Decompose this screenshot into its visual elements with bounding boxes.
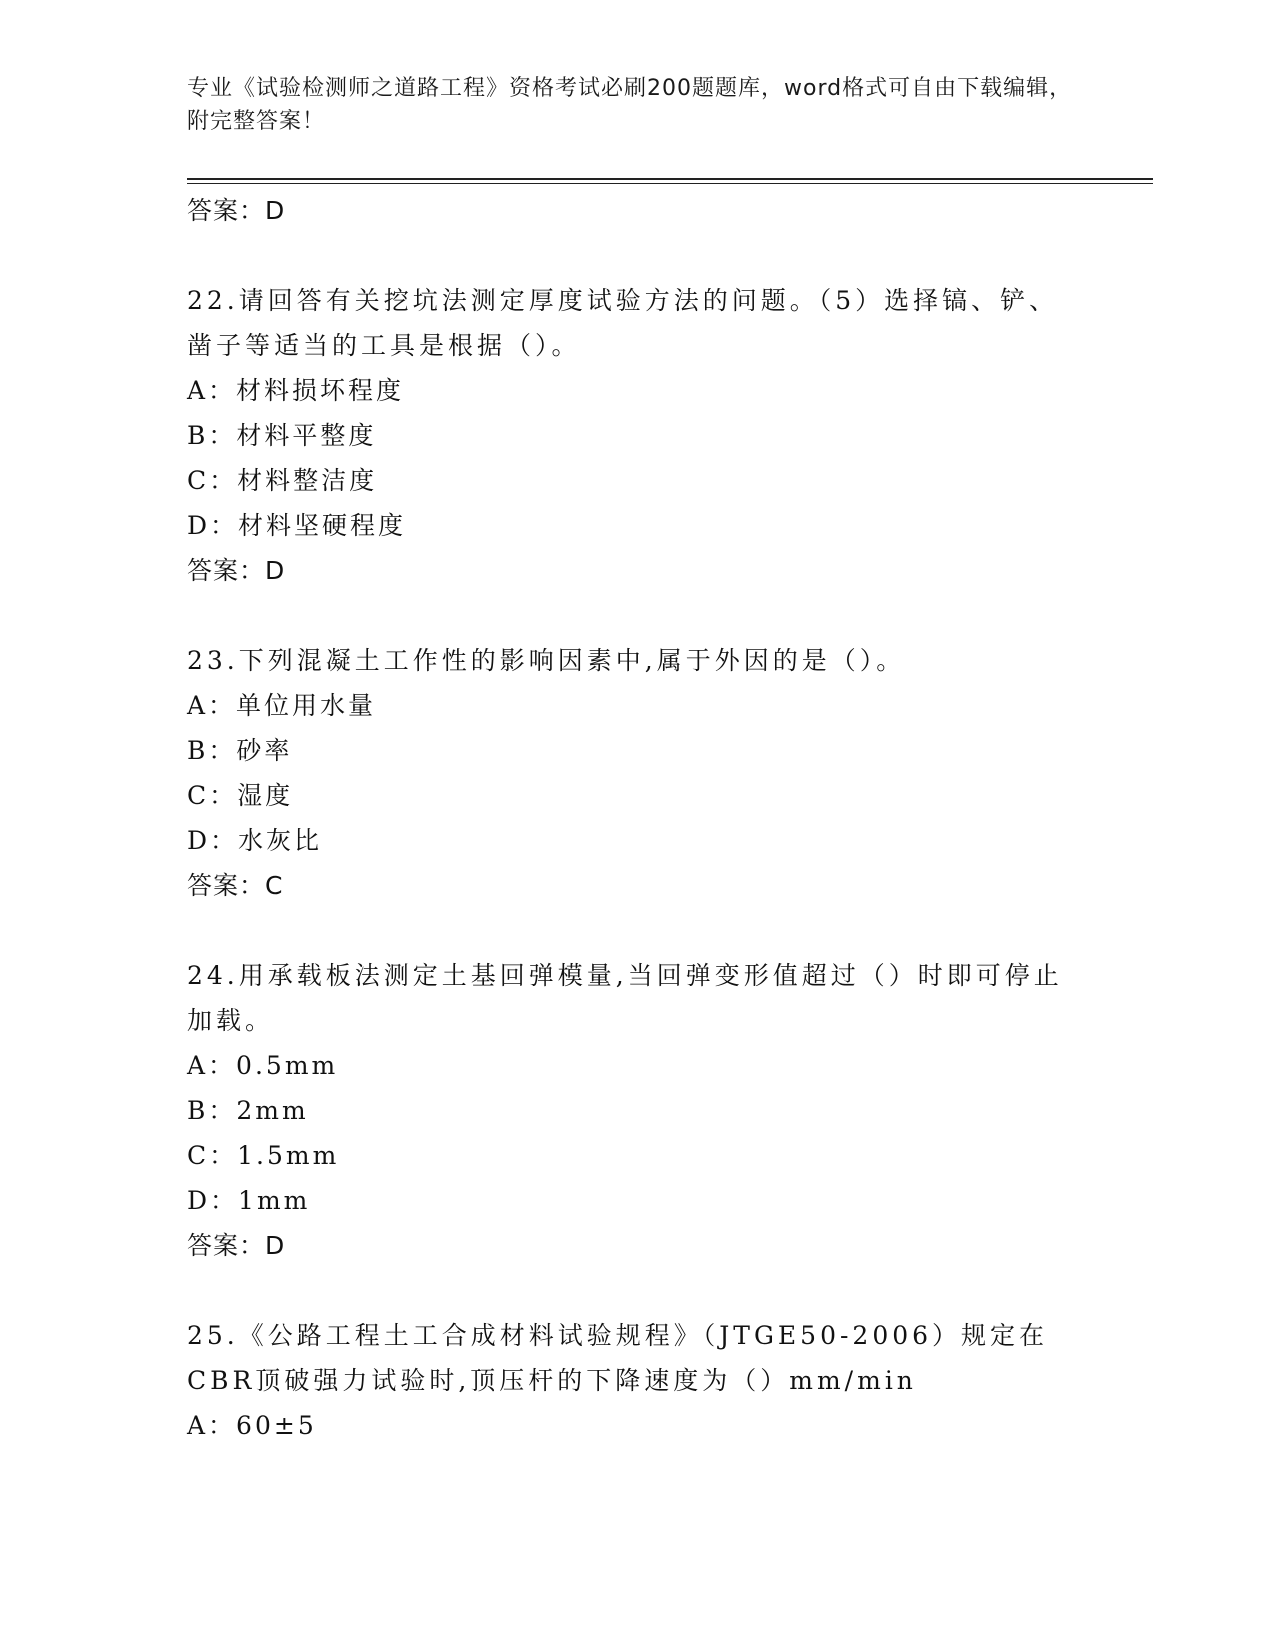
question-23 bbox=[187, 638, 1067, 909]
option-a: A：材料损坏程度 bbox=[187, 376, 405, 405]
option-b: B：砂率 bbox=[187, 736, 293, 765]
question-22 bbox=[187, 278, 1067, 594]
option-d: D：1mm bbox=[187, 1186, 311, 1215]
question-stem: 22.请回答有关挖坑法测定厚度试验方法的问题。（5）选择镐、铲、凿子等适当的工具是根据（）。 bbox=[187, 286, 1059, 360]
question-stem: 24.用承载板法测定土基回弹模量,当回弹变形值超过（）时即可停止加载。 bbox=[187, 961, 1063, 1035]
option-d: D：水灰比 bbox=[187, 826, 323, 855]
option-a: A：单位用水量 bbox=[187, 691, 377, 720]
answer: 答案：C bbox=[187, 871, 284, 900]
document-header: 专业《试验检测师之道路工程》资格考试必刷200题题库，word格式可自由下载编辑，附完整答案！ bbox=[187, 76, 1073, 134]
previous-answer: 答案：D bbox=[187, 196, 286, 225]
question-stem: 23.下列混凝土工作性的影响因素中,属于外因的是（）。 bbox=[187, 646, 906, 675]
option-a: A：60±5 bbox=[187, 1411, 317, 1440]
header-divider-thin bbox=[187, 183, 1153, 184]
option-c: C：1.5mm bbox=[187, 1141, 340, 1170]
header-divider bbox=[187, 178, 1153, 180]
answer: 答案：D bbox=[187, 1231, 286, 1260]
question-stem: 25.《公路工程土工合成材料试验规程》（JTGE50-2006）规定在CBR顶破强力试验时,顶压杆的下降速度为（）mm/min bbox=[187, 1321, 1049, 1395]
option-c: C：材料整洁度 bbox=[187, 466, 378, 495]
option-b: B：材料平整度 bbox=[187, 421, 377, 450]
question-25 bbox=[187, 1313, 1067, 1448]
question-24 bbox=[187, 953, 1067, 1269]
answer: 答案：D bbox=[187, 556, 286, 585]
option-c: C：湿度 bbox=[187, 781, 294, 810]
option-a: A：0.5mm bbox=[187, 1051, 339, 1080]
option-b: B：2mm bbox=[187, 1096, 309, 1125]
question-list bbox=[187, 188, 1067, 1492]
option-d: D：材料坚硬程度 bbox=[187, 511, 407, 540]
